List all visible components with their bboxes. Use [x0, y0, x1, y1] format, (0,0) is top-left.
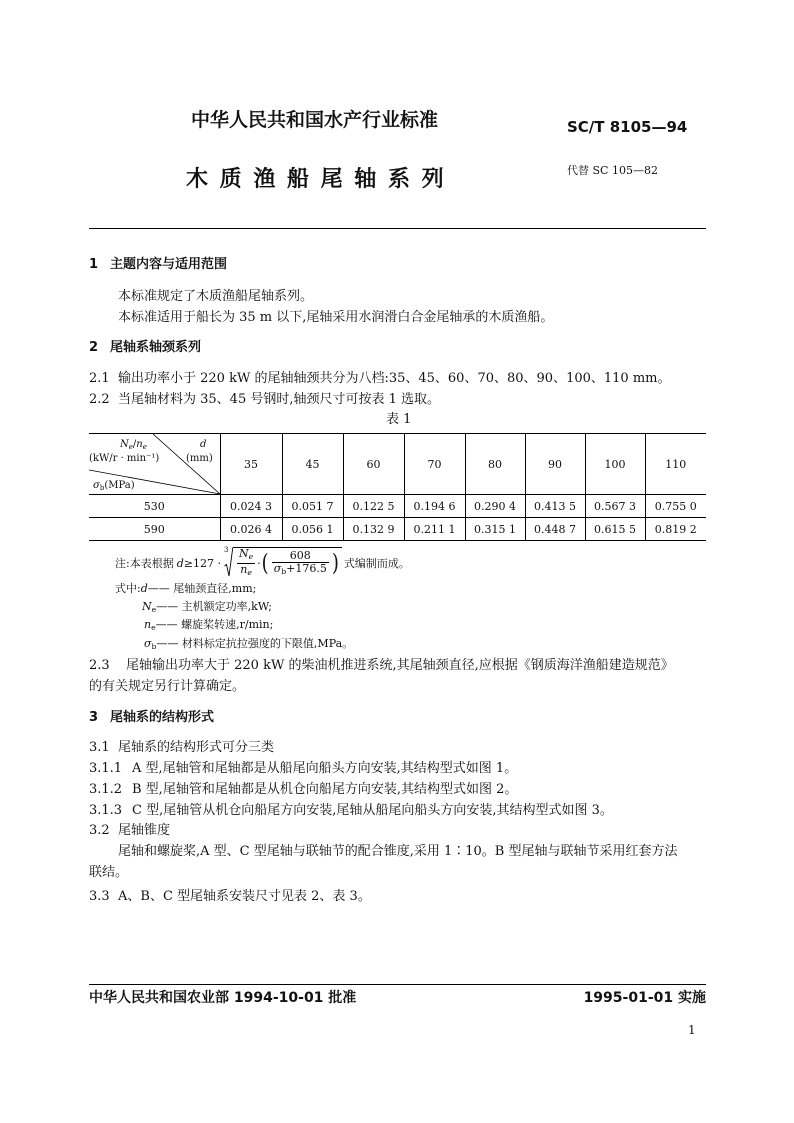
table-cell: 0.024 3: [220, 495, 282, 518]
clause-3-1-number: 3.1: [89, 740, 110, 755]
clause-2-1-text: 输出功率小于 220 kW 的尾轴轴颈共分为八档:35、45、60、70、80、90、100、110 mm。: [118, 371, 671, 386]
note-suffix: 式编制而成。: [343, 557, 410, 570]
section-3-heading: 尾轴系的结构形式: [110, 710, 215, 725]
clause-2-3-text: 尾轴输出功率大于 220 kW 的柴油机推进系统,其尾轴颈直径,应根据《钢质海洋渔船建造规范》: [126, 658, 674, 673]
column-header: 35: [220, 434, 282, 495]
clause-3-1-1-number: 3.1.1: [89, 761, 123, 776]
radicand: [233, 547, 342, 579]
table-cell: 0.051 7: [282, 495, 343, 518]
clause-3-2-title: 尾轴锥度: [118, 823, 171, 838]
table-cell: 0.448 7: [525, 518, 585, 541]
table-row: [89, 495, 706, 518]
section-1-para-2: 本标准适用于船长为 35 m 以下,尾轴采用水润滑白合金尾轴承的木质渔船。: [118, 310, 554, 325]
section-2-heading: 尾轴系轴颈系列: [110, 340, 202, 355]
table-cell: 0.056 1: [282, 518, 343, 541]
clause-3-3-number: 3.3: [89, 889, 110, 904]
table-1-caption: 表 1: [386, 412, 412, 427]
power-speed-fraction: $\frac{N_e}{n_e}$: [238, 547, 254, 577]
where-line: $N_e——$ 主机额定功率,kW;: [142, 600, 272, 614]
row-label: 530: [89, 495, 220, 518]
table-cell: 0.615 5: [585, 518, 645, 541]
formula-lhs: d: [176, 556, 184, 570]
left-paren: (: [261, 549, 269, 578]
approval-line: 中华人民共和国农业部 1994-10-01 批准: [89, 990, 357, 1006]
column-header: 60: [343, 434, 404, 495]
clause-3-1-1-text: A 型,尾轴管和尾轴都是从船尾向船头方向安装,其结构型式如图 1。: [132, 761, 518, 776]
strength-label: $\sigma_b(MPa)$: [93, 480, 135, 492]
table-cell: 0.026 4: [220, 518, 282, 541]
table-cell: 0.819 2: [645, 518, 706, 541]
power-speed-unit-label: (kW/r · min⁻¹): [89, 453, 160, 464]
clause-3-1-2-text: B 型,尾轴管和尾轴都是从机仓向船尾方向安装,其结构型式如图 2。: [132, 782, 518, 797]
table-row: [89, 518, 706, 541]
issuing-body-title: 中华人民共和国水产行业标准: [191, 109, 439, 131]
table-cell: 0.194 6: [404, 495, 465, 518]
table-note: [115, 548, 410, 578]
document-title: 木 质 渔 船 尾 轴 系 列: [186, 167, 446, 192]
where-line: $\sigma_b——$ 材料标定抗拉强度的下限值,MPa。: [144, 637, 354, 651]
note-prefix: 注:本表根据: [115, 557, 174, 570]
column-header: 80: [465, 434, 525, 495]
strength-fraction: $\frac{608}{\sigma_b+176.5}$: [273, 548, 327, 576]
clause-3-2-number: 3.2: [89, 823, 110, 838]
clause-2-2-text: 当尾轴材料为 35、45 号钢时,轴颈尺寸可按表 1 选取。: [118, 392, 441, 407]
formula-relation: ≥127 ·: [183, 556, 221, 570]
page-number: 1: [688, 1023, 696, 1037]
clause-2-1-number: 2.1: [89, 371, 110, 386]
table-header-row: [89, 434, 706, 495]
table-cell: 0.755 0: [645, 495, 706, 518]
table-cell: 0.132 9: [343, 518, 404, 541]
standard-number: SC/T 8105—94: [567, 118, 688, 136]
where-line: 式中:d—— 尾轴颈直径,mm;: [115, 582, 257, 595]
table-cell: 0.122 5: [343, 495, 404, 518]
footer-rule: [89, 984, 706, 985]
effective-date: 1995-01-01 实施: [583, 990, 706, 1006]
clause-2-3-text-cont: 的有关规定另行计算确定。: [89, 679, 246, 694]
section-2-number: 2: [89, 340, 99, 355]
replaces-standard: 代替 SC 105—82: [567, 164, 658, 177]
column-header: 45: [282, 434, 343, 495]
where-label: 式中:: [115, 582, 141, 595]
section-3-number: 3: [89, 710, 99, 725]
section-1-number: 1: [89, 257, 99, 272]
cube-root: [224, 547, 342, 579]
right-paren: ): [331, 549, 339, 578]
column-header: 90: [525, 434, 585, 495]
row-label: 590: [143, 522, 165, 536]
table-cell: 0.211 1: [404, 518, 465, 541]
where-line: $n_e——$ 螺旋桨转速,r/min;: [144, 618, 274, 632]
header-rule: [89, 228, 706, 229]
column-header: 70: [404, 434, 465, 495]
clause-3-2-para-cont: 联结。: [89, 865, 129, 880]
column-header: 110: [645, 434, 706, 495]
column-header: 100: [585, 434, 645, 495]
section-1-para-1: 本标准规定了木质渔船尾轴系列。: [118, 289, 314, 304]
table-cell: 0.413 5: [525, 495, 585, 518]
clause-2-2-number: 2.2: [89, 392, 110, 407]
formula-multiply: ·: [257, 557, 261, 570]
clause-3-1-2-number: 3.1.2: [89, 782, 123, 797]
clause-3-3-text: A、B、C 型尾轴系安装尺寸见表 2、表 3。: [118, 889, 371, 904]
header-corner-cell: [89, 434, 220, 495]
clause-3-1-text: 尾轴系的结构形式可分三类: [118, 740, 275, 755]
power-speed-ratio-label: $N_e/n_e$: [120, 439, 147, 451]
root-index: 3: [223, 546, 229, 555]
clause-2-3-number: 2.3: [89, 658, 110, 673]
table-cell: 0.315 1: [465, 518, 525, 541]
clause-3-1-3-number: 3.1.3: [89, 803, 123, 818]
section-1-heading: 主题内容与适用范围: [110, 257, 228, 272]
table-cell: 0.290 4: [465, 495, 525, 518]
diameter-symbol: d: [200, 439, 207, 450]
table-cell: 0.567 3: [585, 495, 645, 518]
clause-3-1-3-text: C 型,尾轴管从机仓向船尾方向安装,尾轴从船尾向船头方向安装,其结构型式如图 3。: [132, 803, 613, 818]
table-1: [89, 433, 706, 541]
diameter-unit: (mm): [186, 453, 213, 464]
clause-3-2-para: 尾轴和螺旋桨,A 型、C 型尾轴与联轴节的配合锥度,采用 1∶10。B 型尾轴与联轴节采用红套方法: [118, 844, 678, 859]
